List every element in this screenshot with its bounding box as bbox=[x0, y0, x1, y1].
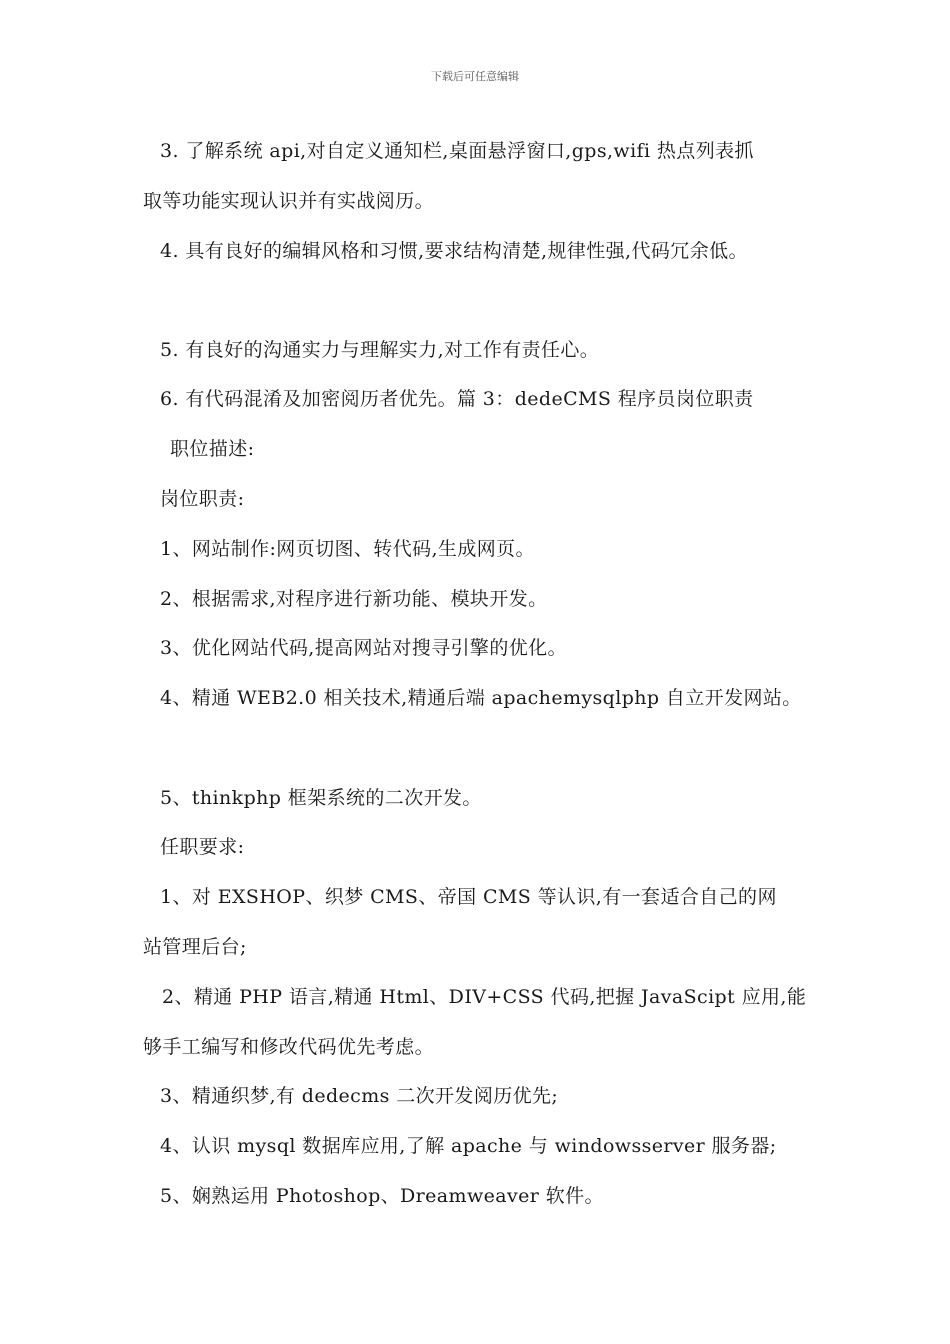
paragraph-line: 5. 有良好的沟通实力与理解实力,对工作有责任心。 bbox=[160, 339, 600, 361]
paragraph-line: 5、娴熟运用 Photoshop、Dreamweaver 软件。 bbox=[160, 1185, 604, 1207]
paragraph-line: 2、精通 PHP 语言,精通 Html、DIV+CSS 代码,把握 JavaScipt 应用,能 bbox=[162, 986, 807, 1008]
paragraph-line: 2、根据需求,对程序进行新功能、模块开发。 bbox=[160, 588, 548, 610]
paragraph-line: 任职要求: bbox=[160, 836, 245, 858]
paragraph-line: 够手工编写和修改代码优先考虑。 bbox=[143, 1036, 435, 1058]
paragraph-line: 3. 了解系统 api,对自定义通知栏,桌面悬浮窗口,gps,wifi 热点列表抓 bbox=[160, 140, 754, 162]
paragraph-line: 4. 具有良好的编辑风格和习惯,要求结构清楚,规律性强,代码冗余低。 bbox=[160, 240, 748, 262]
paragraph-line: 4、精通 WEB2.0 相关技术,精通后端 apachemysqlphp 自立开发网站。 bbox=[160, 687, 802, 709]
paragraph-line: 取等功能实现认识并有实战阅历。 bbox=[143, 190, 435, 212]
paragraph-line: 站管理后台; bbox=[143, 936, 247, 958]
paragraph-line: 岗位职责: bbox=[160, 488, 245, 510]
paragraph-line: 3、精通织梦,有 dedecms 二次开发阅历优先; bbox=[160, 1085, 559, 1107]
paragraph-line: 1、对 EXSHOP、织梦 CMS、帝国 CMS 等认识,有一套适合自己的网 bbox=[160, 886, 777, 908]
paragraph-line: 4、认识 mysql 数据库应用,了解 apache 与 windowsserver 服务器; bbox=[160, 1135, 777, 1157]
page-header: 下载后可任意编辑 bbox=[431, 70, 519, 83]
paragraph-line: 6. 有代码混淆及加密阅历者优先。篇 3：dedeCMS 程序员岗位职责 bbox=[160, 388, 754, 410]
paragraph-line: 1、网站制作:网页切图、转代码,生成网页。 bbox=[160, 538, 535, 560]
paragraph-line: 5、thinkphp 框架系统的二次开发。 bbox=[160, 787, 482, 809]
paragraph-line: 职位描述: bbox=[170, 438, 255, 460]
paragraph-line: 3、优化网站代码,提高网站对搜寻引擎的优化。 bbox=[160, 637, 567, 659]
